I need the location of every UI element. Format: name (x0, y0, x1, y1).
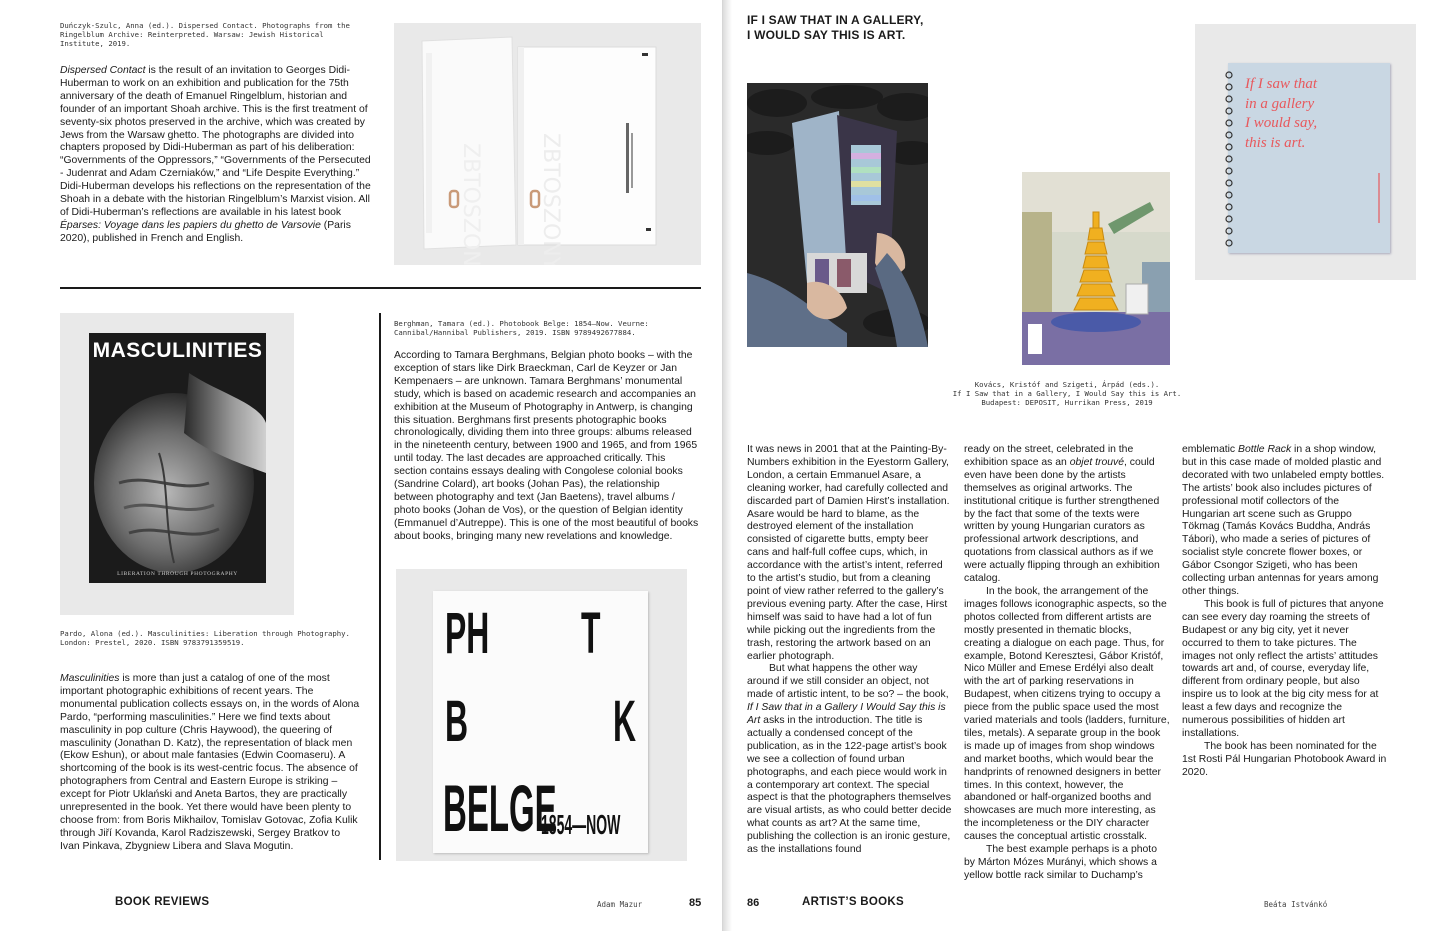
bottle-rack-photo (1022, 172, 1170, 365)
dispersed-text-1: is the result of an invitation to Georges Didi-Huberman to work on an exhibition and publication for the 75th anniversary of the death of Emanuel Ringelblum, historian and founder of an important Shoah archive. This is the first treatment of seventy-six photos preserved in the archive, which was created by Jews from the Warsaw ghetto. The photographs are divided into chapters proposed by Didi-Huberman as part of his deliberation: “Governments of the Oppressors,” “Governments of the Persecuted - Judenrat and Adam Czerniaków,” and “Life Despite Everything.” Didi-Huberman develops his reflections on the representation of the Shoah in a debate with the historian Ringelblum’s Marxist vision. All of Didi-Huberman’s reflections are available in his latest book (60, 65, 371, 218)
right-page (722, 0, 1445, 931)
cover-letter-b: B (445, 689, 469, 754)
dispersed-contact-books-illustration (394, 23, 701, 265)
col1-p2-text-a: But what happens the other way around if we still consider an object, not made of artistic intent, to be so? – the book, (747, 663, 949, 701)
belge-text: According to Tamara Berghmans, Belgian photo books – with the exception of stars like Dirk Braeckman, Carl de Keyzer or Jan Kempenaers – are unknown. Tamara Berghmans’ monumental study, which is based on academic research and accompanies an exhibition at the Museum of Photography in Antwerp, is changing this situation. Berghmans first presents photographic books chronologically, dividing them into three groups: albums released in the nineteenth century, between 1900 and 1965, and from 1965 until today. The last decades are approached critically. This section contains essays dealing with Congolese colonial books (Sandrine Colard), art books (Johan Pas), the relationship between photography and text (Jan Baetens), travel albums / photo books (Johan de Vos), or the question of Belgian identity (Emmanuel d’Autreppe). This is one of the most beautiful of books about books, bringing many new revelations and knowledge. (394, 350, 699, 542)
article-column-2 (964, 444, 1170, 883)
hands-book-photo (747, 83, 928, 347)
article-column-3 (1182, 444, 1388, 780)
col3-paragraph-1 (1182, 444, 1388, 599)
cover-letters-ph: PH (445, 601, 490, 666)
dispersed-review (60, 65, 373, 246)
dispersed-contact-photo (394, 23, 701, 265)
footer-author-right: Beáta Istvánkó (1264, 900, 1328, 909)
masculinities-review (60, 673, 360, 854)
caption-line-1: Kovács, Kristóf and Szigeti, Árpád (eds.). (974, 380, 1160, 389)
footer-section-title-right: ARTIST’S BOOKS (802, 896, 904, 908)
cover-dates: 1854—NOW (541, 809, 621, 840)
spiral-book-cover (1228, 63, 1390, 253)
belge-citation: Berghman, Tamara (ed.). Photobook Belge: 1854–Now. Veurne: Cannibal/Hannibal Publishers, 2019. ISBN 9789492677884. (394, 319, 649, 338)
eparses-title: Éparses: Voyage dans les papiers du ghetto de Varsovie (60, 219, 321, 231)
col3-bottle-rack: Bottle Rack (1238, 444, 1292, 455)
col2-p1-text-b: , could even have been done by the artists themselves as original artworks. The institutional critique is further strengthened by the fact that some of the texts were written by young Hungarian curators as professional artwork descriptions, and quotations from classical authors as if we were actually flipping through an exhibition catalog. (964, 456, 1160, 585)
cover-letter-k: K (613, 689, 637, 754)
masculinities-citation: Pardo, Alona (ed.). Masculinities: Liberation through Photography. London: Prestel, 2020. ISBN 9783791359519. (60, 629, 350, 648)
masculinities-text: is more than just a catalog of one of the most important photographic exhibitions of recent years. The monumental publication collects essays on, in the words of Alona Pardo, “performing masculinities.” Here we find texts about masculinity in pop culture (Chris Haywood), the queering of masculinity (Jonathan D. Katz), the representation of black men (Ekow Eshun), or about male fantasies (Edwin Coomaseru). A shortcoming of the book is its west-centric focus. The absence of photographers from Central and Eastern Europe is striking – except for Piotr Uklański and Aneta Bartos, they are practically unrepresented in the book. Yet there would have been plenty to choose from: from Boris Mikhailov, Tomislav Gotovac, Zofia Kulik through Jiří Kovanda, Karol Radziszewski, Sergey Bratkov to Ivan Pinkava, Zbygniew Libera and Slava Mogutin. (60, 673, 360, 852)
dispersed-text-2: (Paris 2020), published in French and English. (60, 219, 351, 244)
spiral-cover-text (1245, 75, 1317, 153)
masculinities-cover-illustration (89, 333, 266, 583)
cover-line-3: I would say, (1245, 115, 1318, 131)
spiral-book-photo (1195, 24, 1416, 280)
headline-line-2: I WOULD SAY THIS IS ART. (747, 28, 906, 42)
col3-paragraph-3: The book has been nominated for the 1st Rosti Pál Hungarian Photobook Award in 2020. (1182, 740, 1387, 778)
cover-line-1: If I saw that (1245, 76, 1318, 92)
dispersed-citation: Duńczyk-Szulc, Anna (ed.). Dispersed Contact. Photographs from the Ringelblum Archive: Reinterpreted. Warsaw: Jewish Historical Institute, 2019. (60, 21, 350, 49)
belge-review (394, 350, 700, 544)
photobook-belge-photo (396, 569, 687, 861)
bottle-rack-illustration (1022, 172, 1170, 365)
col1-book-title: If I Saw that in a Gallery I Would Say this is Art (747, 702, 946, 727)
masculinities-cover (89, 333, 266, 583)
caption-line-2: If I Saw that in a Gallery, I Would Say this is Art. (952, 389, 1182, 399)
col1-p2-text-b: asks in the introduction. The title is actually a condensed concept of the publication, as in the 122-page artist’s book we see a collection of found urban photographs, and each piece would work in a contemporary art context. The special aspect is that the photographers themselves are visual artists, as who could better decide what counts as art? At the same time, publishing the collection is an ironic gesture, as the installations found (747, 715, 952, 856)
article-headline (747, 13, 967, 43)
svg-text:ZBTOSZONY: ZBTOSZONY (538, 133, 563, 265)
column-divider (379, 313, 381, 860)
masculinities-cover-subtitle: LIBERATION THROUGH PHOTOGRAPHY (117, 571, 238, 577)
col3-p1-text-b: in a shop window, but in this case made of molded plastic and decorated with two unlabeled empty bottles. The artists’ book also includes pictures of professional motif collectors of the Hungarian art scene such as Gruppo Tökmag (Tamás Kovács Buddha, András Tábori), who made a series of pictures of socialist style concrete flower boxes, or Gábor Csongor Szigeti, who has been collecting urban antennas for years among other things. (1182, 444, 1385, 597)
left-page (0, 0, 722, 931)
spiral-binding (1222, 69, 1236, 249)
col2-p1-text-a: ready on the street, celebrated in the exhibition space as an (964, 444, 1134, 468)
svg-text:ZBTOSZONY: ZBTOSZONY (458, 143, 483, 265)
photobook-belge-cover (433, 591, 648, 853)
page-number-left: 85 (689, 897, 702, 909)
col1-paragraph-2 (747, 663, 952, 857)
col2-paragraph-2: In the book, the arrangement of the images follows iconographic aspects, so the photos collected from different artists are mostly presented in thematic blocks, creating a dialogue on each page. Thus, for example, Botond Keresztesi, Gábor Kristóf, Nico Müller and Emese Erdélyi also dealt with the art of parking reservations in Budapest, when citizens trying to occupy a piece from the public space used the most varied materials and tools (ladders, furniture, tiles, metals). A separate group in the book is made up of images from shop windows and market booths, which would bear the handprints of renowned designers in better times. In this context, however, the abandoned or half-organized booths and showcases are much more interesting, as the incompleteness or the DIY character causes the conceptual artistic crosstalk. (964, 585, 1170, 843)
cover-line-2: in a gallery (1245, 95, 1315, 112)
section-divider (60, 287, 701, 289)
footer-author-left: Adam Mazur (597, 900, 643, 909)
page-number-right: 86 (747, 897, 760, 909)
article-column-1 (747, 444, 952, 857)
cover-line-4: this is art. (1245, 134, 1306, 151)
artists-book-caption (922, 380, 1212, 408)
col3-p1-text-a: emblematic (1182, 444, 1239, 455)
hands-book-illustration (747, 83, 928, 347)
col2-paragraph-1 (964, 444, 1170, 586)
col3-paragraph-2: This book is full of pictures that anyone can see every day roaming the streets of Budapest or any big city, yet it never occurred to them to take pictures. The images not only reflect the artists’ attitudes towards art and, of course, everyday life, different from ordinary people, but also inspire us to look at the big city mess for at least a few days and recognize the numerous possibilities of hidden art installations. (1182, 598, 1384, 739)
col2-paragraph-3: The best example perhaps is a photo by Márton Mózes Murányi, which shows a yellow bottle rack similar to Duchamp’s (964, 844, 1157, 881)
footer-section-title-left: BOOK REVIEWS (115, 896, 210, 908)
cover-letter-t: T (581, 601, 601, 666)
cover-word-belge: BELGE (443, 771, 557, 845)
col2-objet-trouve: objet trouvé (1069, 456, 1125, 468)
dispersed-title: Dispersed Contact (60, 65, 146, 76)
caption-line-3: Budapest: DEPOSIT, Hurrikan Press, 2019 (981, 398, 1153, 408)
masculinities-title: Masculinities (60, 673, 120, 684)
col1-paragraph-1: It was news in 2001 that at the Painting-By-Numbers exhibition in the Eyestorm Gallery, London, a certain Emmanuel Asare, a cleaning worker, had carefully collected and discarded part of Damien Hirst’s installation. Asare would be hard to blame, as the destroyed element of the installation consisted of cigarette butts, empty beer cans and half-full coffee cups, which, in accordance with the artist’s intent, referred to the artist’s studio, but from a cleaning point of view rather referred to the gallery’s previous evening party. After the case, Hirst himself was said to have had a lot of fun while picking out the ingredients from the trash, restoring the artwork based on an earlier photograph. (747, 444, 950, 662)
masculinities-photo (60, 313, 294, 615)
headline-line-1: IF I SAW THAT IN A GALLERY, (747, 13, 924, 27)
masculinities-cover-title: MASCULINITIES (92, 339, 263, 362)
spine-mark (1378, 173, 1380, 223)
